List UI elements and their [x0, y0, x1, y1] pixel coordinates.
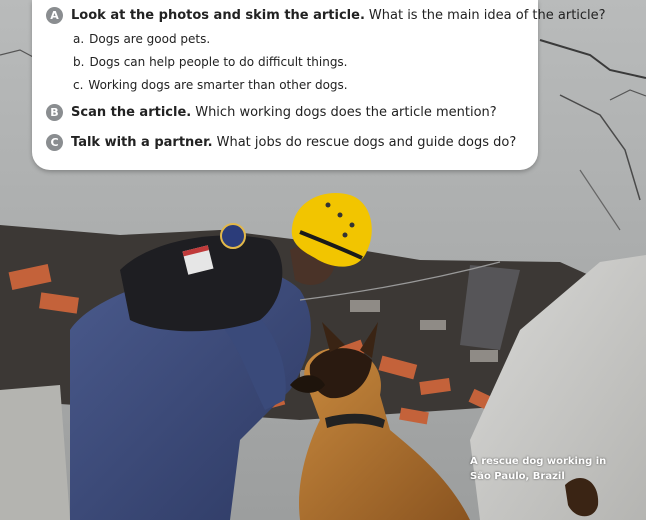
- option-a-letter: a.: [73, 32, 85, 46]
- question-a-badge: A: [46, 7, 63, 24]
- question-a: [46, 4, 606, 26]
- option-c-text: Working dogs are smarter than other dogs.: [88, 78, 348, 92]
- question-b-lead: Scan the article.: [71, 104, 192, 120]
- question-b: [46, 101, 524, 123]
- question-c: [46, 131, 524, 153]
- option-b-text: Dogs can help people to do difficult things.: [89, 55, 348, 69]
- question-b-text: Which working dogs does the article mention?: [195, 104, 497, 120]
- question-b-badge: B: [46, 104, 63, 121]
- question-card: [32, 0, 606, 170]
- question-c-text: What jobs do rescue dogs and guide dogs do?: [216, 134, 517, 150]
- option-b-letter: b.: [73, 55, 85, 69]
- question-a-options: [46, 28, 524, 97]
- question-c-badge: C: [46, 134, 63, 151]
- option-c-letter: c.: [73, 78, 84, 92]
- photo-caption-line1: A rescue dog working in: [470, 456, 607, 467]
- question-a-text: What is the main idea of the article?: [368, 7, 606, 23]
- question-c-lead: Talk with a partner.: [71, 134, 213, 150]
- question-a-lead: Look at the photos and skim the article.: [71, 7, 365, 23]
- option-a: [73, 28, 524, 51]
- option-a-text: Dogs are good pets.: [89, 32, 211, 46]
- option-b: [73, 51, 524, 74]
- photo-caption-line2: São Paulo, Brazil: [470, 471, 565, 482]
- photo-caption: [470, 454, 620, 484]
- option-c: [73, 74, 524, 97]
